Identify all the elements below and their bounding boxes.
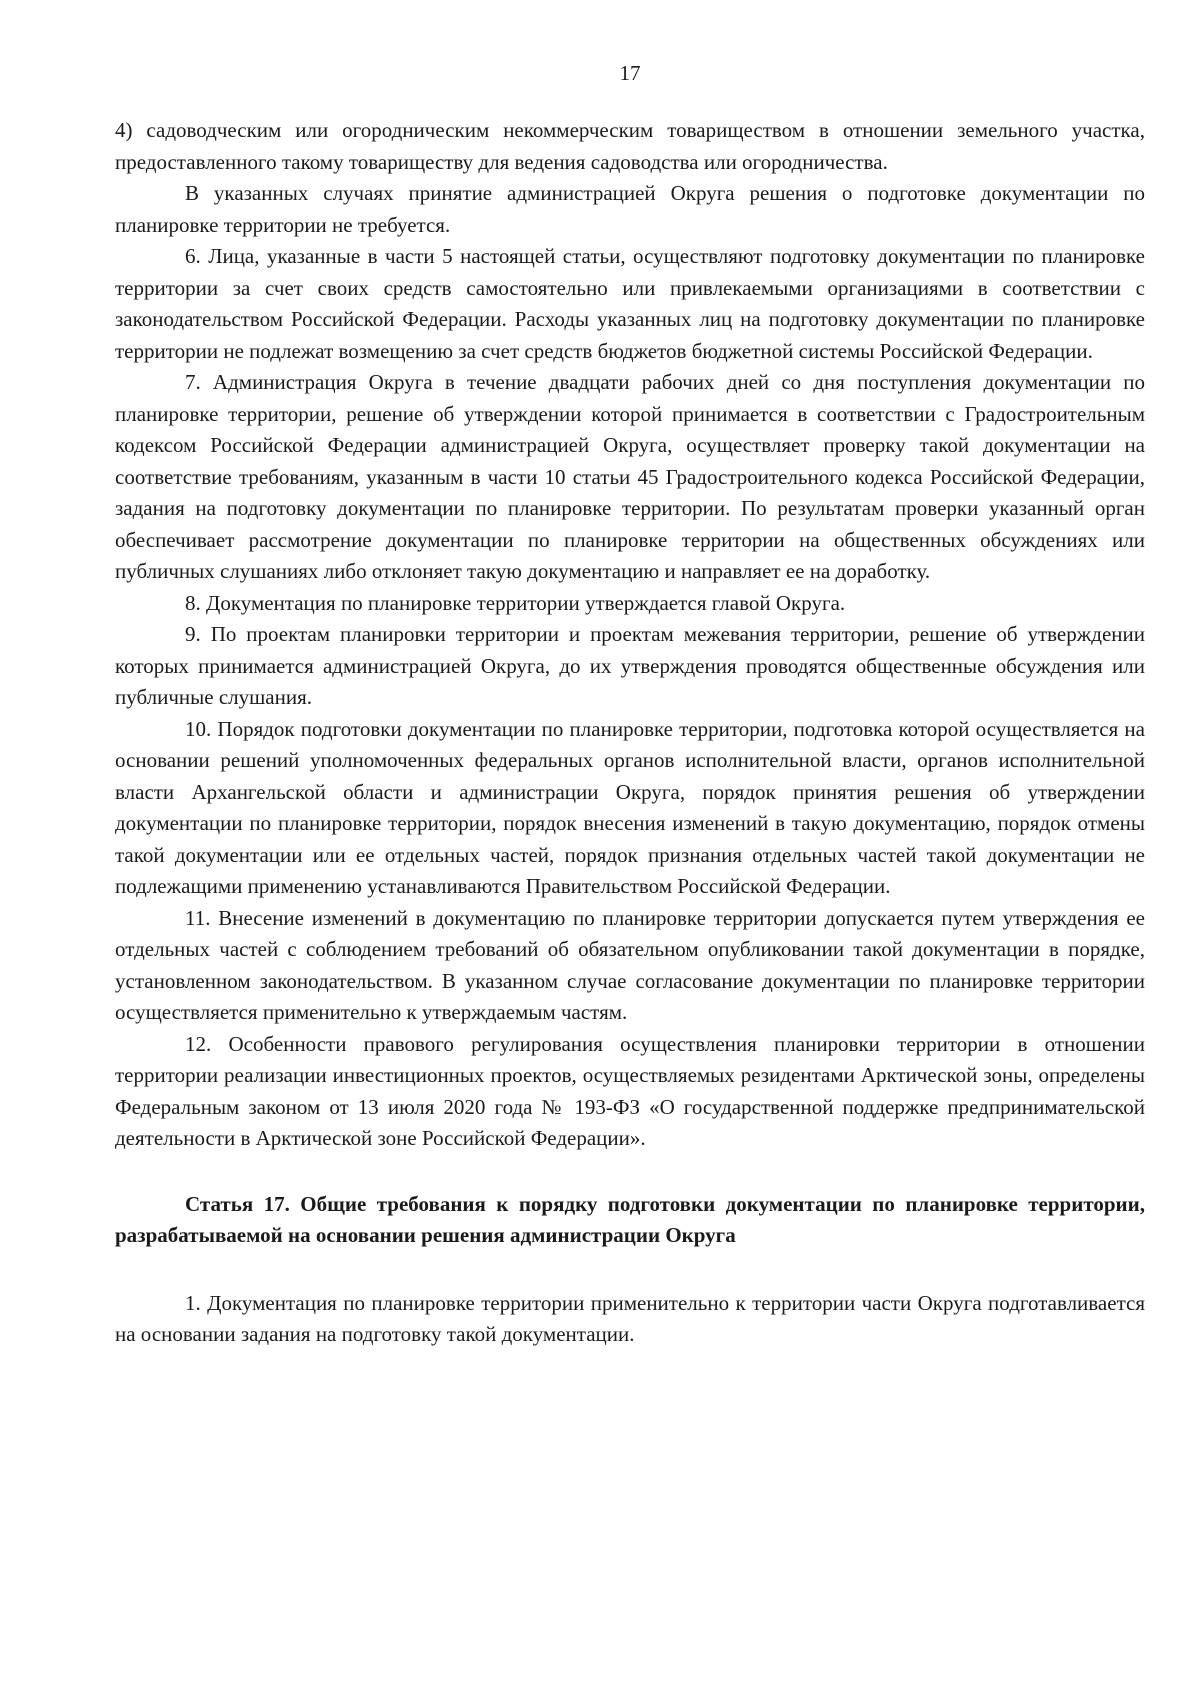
paragraph-part-10: 10. Порядок подготовки документации по планировке территории, подготовка которой осуществляется на основании решений уполномоченных федеральных органов исполнительной власти, органов исполнительной власти Архангельской области и администрации Округа, порядок принятия решения об утверждении документации по планировке территории, порядок внесения изменений в такую документацию, порядок отмены такой документации или ее отдельных частей, порядок признания отдельных частей такой документации не подлежащими применению устанавливаются Правительством Российской Федерации.: [115, 716, 1145, 898]
paragraph-article-17-part-1: 1. Документация по планировке территории применительно к территории части Округа подготавливается на основании задания на подготовку такой документации.: [115, 1290, 1145, 1346]
document-body: [115, 115, 1145, 1351]
paragraph-part-6: 6. Лица, указанные в части 5 настоящей статьи, осуществляют подготовку документации по планировке территории за счет своих средств самостоятельно или привлекаемыми организациями в соответствии с законодательством Российской Федерации. Расходы указанных лиц на подготовку документации по планировке территории не подлежат возмещению за счет средств бюджетов бюджетной системы Российской Федерации.: [115, 244, 1145, 363]
paragraph-part-7: 7. Администрация Округа в течение двадцати рабочих дней со дня поступления документации по планировке территории, решение об утверждении которой принимается в соответствии с Градостроительным кодексом Российской Федерации администрацией Округа, осуществляет проверку такой документации на соответствие требованиям, указанным в части 10 статьи 45 Градостроительного кодекса Российской Федерации, задания на подготовку документации по планировке территории. По результатам проверки указанный орган обеспечивает рассмотрение документации по планировке территории на общественных обсуждениях или публичных слушаниях либо отклоняет такую документацию и направляет ее на доработку.: [115, 370, 1145, 583]
page-number: 17: [619, 61, 641, 85]
paragraph-item-4: 4) садоводческим или огородническим некоммерческим товариществом в отношении земельного участка, предоставленного такому товариществу для ведения садоводства или огородничества.: [115, 118, 1145, 174]
paragraph-part-8: 8. Документация по планировке территории утверждается главой Округа.: [185, 590, 846, 615]
paragraph-note: В указанных случаях принятие администрацией Округа решения о подготовке документации по планировке территории не требуется.: [115, 181, 1145, 237]
paragraph-part-12: 12. Особенности правового регулирования осуществления планировки территории в отношении территории реализации инвестиционных проектов, осуществляемых резидентами Арктической зоны, определены Федеральным законом от 13 июля 2020 года № 193-ФЗ «О государственной поддержке предпринимательской деятельности в Арктической зоне Российской Федерации».: [115, 1031, 1145, 1150]
article-heading: Статья 17. Общие требования к порядку подготовки документации по планировке территории, разрабатываемой на основании решения администрации Округа: [115, 1191, 1145, 1247]
paragraph-part-9: 9. По проектам планировки территории и проектам межевания территории, решение об утверждении которых принимается администрацией Округа, до их утверждения проводятся общественные обсуждения или публичные слушания.: [115, 622, 1145, 709]
paragraph-part-11: 11. Внесение изменений в документацию по планировке территории допускается путем утверждения ее отдельных частей с соблюдением требований об обязательном опубликовании такой документации в порядке, установленном законодательством. В указанном случае согласование документации по планировке территории осуществляется применительно к утверждаемым частям.: [115, 905, 1145, 1024]
